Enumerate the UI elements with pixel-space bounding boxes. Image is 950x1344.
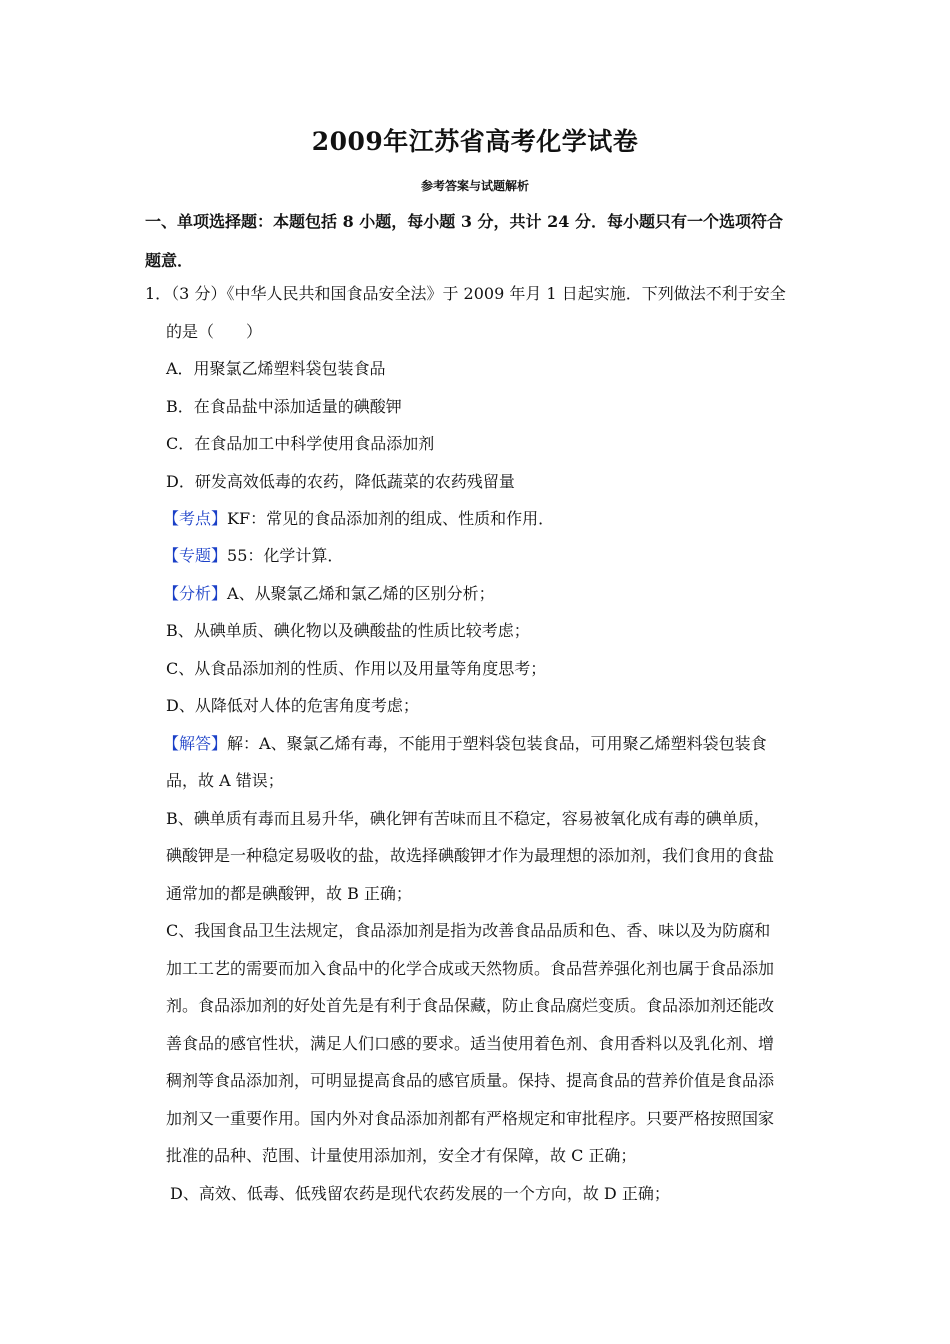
jieda-row [163, 734, 767, 754]
jieda-c-line-6: 加剂又一重要作用。国内外对食品添加剂都有严格规定和审批程序。只要严格按照国家 [166, 1109, 775, 1128]
kaodian-tag: 【考点】 [163, 509, 228, 528]
jieda-c-line-4: 善食品的感官性状，满足人们口感的要求。适当使用着色剂、食用香料以及乳化剂、增 [166, 1034, 775, 1053]
section-heading-line-2: 题意． [145, 251, 194, 270]
page-subtitle: 参考答案与试题解析 [420, 179, 529, 193]
fenxi-b: B、从碘单质、碘化物以及碘酸盐的性质比较考虑； [166, 621, 530, 640]
question-stem-line-1: 1．（3 分）《中华人民共和国食品安全法》于 2009 年月 1 日起实施．下列做法不利于安全 [145, 284, 786, 303]
jieda-d-line-1: D、高效、低毒、低残留农药是现代农药发展的一个方向，故 D 正确； [170, 1184, 670, 1203]
jieda-tag: 【解答】 [163, 734, 228, 753]
jieda-b-line-1: B、碘单质有毒而且易升华，碘化钾有苦味而且不稳定，容易被氧化成有毒的碘单质， [166, 809, 770, 828]
question-stem-line-2: 的是（ ） [166, 322, 263, 341]
kaodian-text: KF：常见的食品添加剂的组成、性质和作用． [227, 509, 555, 528]
section-heading-line-1: 一、单项选择题：本题包括 8 小题，每小题 3 分，共计 24 分．每小题只有一个选项符合 [145, 212, 783, 231]
option-d: D．研发高效低毒的农药，降低蔬菜的农药残留量 [166, 472, 515, 491]
fenxi-d: D、从降低对人体的危害角度考虑； [166, 696, 419, 715]
zhuanti-row [163, 546, 343, 566]
page-title: 2009年江苏省高考化学试卷 [311, 127, 639, 156]
jieda-b-line-2: 碘酸钾是一种稳定易吸收的盐，故选择碘酸钾才作为最理想的添加剂，我们食用的食盐 [166, 846, 775, 865]
jieda-c-line-7: 批准的品种、范围、计量使用添加剂，安全才有保障，故 C 正确； [166, 1146, 637, 1165]
jieda-c-line-5: 稠剂等食品添加剂，可明显提高食品的感官质量。保持、提高食品的营养价值是食品添 [166, 1071, 775, 1090]
option-c: C．在食品加工中科学使用食品添加剂 [166, 434, 435, 453]
jieda-a-line-2: 品，故 A 错误； [166, 771, 284, 790]
fenxi-text: A、从聚氯乙烯和氯乙烯的区别分析； [227, 584, 495, 603]
fenxi-c: C、从食品添加剂的性质、作用以及用量等角度思考； [166, 659, 547, 678]
jieda-text: 解：A、聚氯乙烯有毒，不能用于塑料袋包装食品，可用聚乙烯塑料袋包装食 [227, 734, 767, 753]
option-b: B．在食品盐中添加适量的碘酸钾 [166, 397, 402, 416]
jieda-c-line-1: C、我国食品卫生法规定，食品添加剂是指为改善食品品质和色、香、味以及为防腐和 [166, 921, 771, 940]
fenxi-tag: 【分析】 [163, 584, 228, 603]
jieda-b-line-3: 通常加的都是碘酸钾，故 B 正确； [166, 884, 412, 903]
zhuanti-tag: 【专题】 [163, 546, 228, 565]
kaodian-row [163, 509, 554, 529]
option-a: A．用聚氯乙烯塑料袋包装食品 [166, 359, 386, 378]
fenxi-row [163, 584, 495, 604]
jieda-c-line-3: 剂。食品添加剂的好处首先是有利于食品保藏，防止食品腐烂变质。食品添加剂还能改 [166, 996, 775, 1015]
zhuanti-text: 55：化学计算． [227, 546, 344, 565]
jieda-c-line-2: 加工工艺的需要而加入食品中的化学合成或天然物质。食品营养强化剂也属于食品添加 [166, 959, 775, 978]
